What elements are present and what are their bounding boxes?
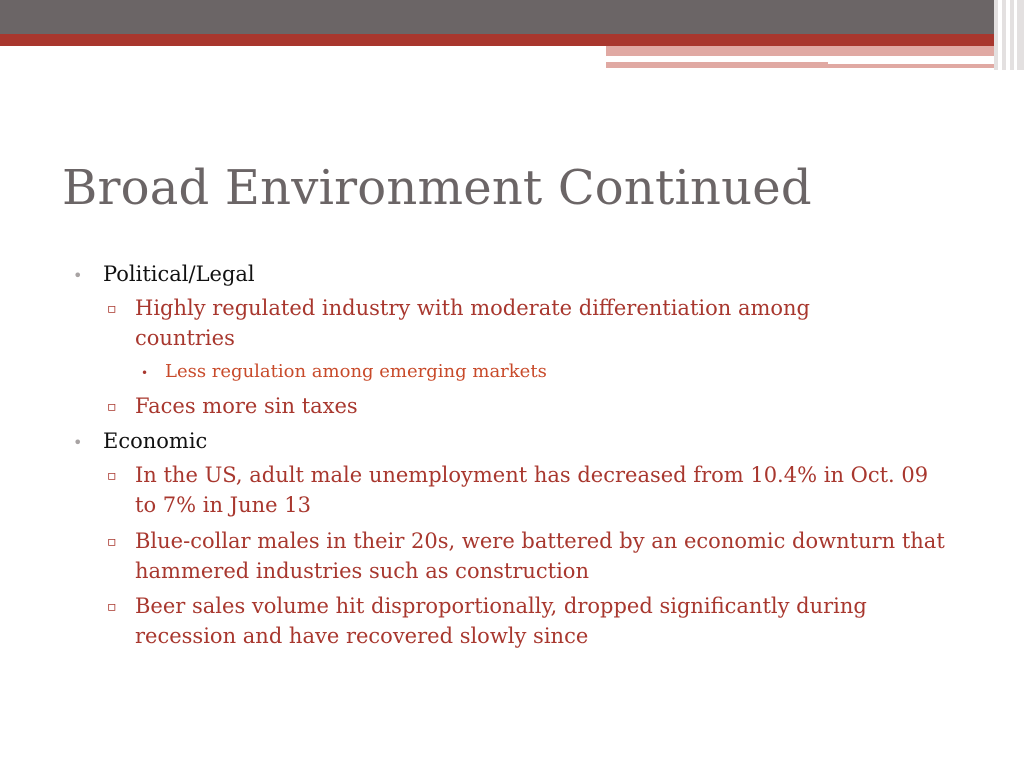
sub-sub-bullet-text: Less regulation among emerging markets [165, 361, 547, 382]
sub-bullet-blue-collar [107, 526, 950, 586]
bullet-text: Political/Legal [103, 262, 255, 286]
sub-bullet-text: Blue-collar males in their 20s, were battered by an economic downturn that hammered industries such as construction [135, 529, 945, 583]
sub-sub-bullet-emerging-markets [141, 359, 925, 385]
slide-title: Broad Environment Continued [62, 160, 812, 216]
sub-bullet-unemployment [107, 460, 950, 520]
sub-bullet-text: Highly regulated industry with moderate differentiation among countries [135, 296, 810, 350]
bullet-political-legal [73, 259, 963, 289]
bullet-marker: • [73, 266, 83, 285]
sub-bullet-text: Faces more sin taxes [135, 394, 358, 418]
sub-bullet-marker: ▫ [107, 534, 117, 550]
sub-bullet-marker: ▫ [107, 301, 117, 317]
sub-bullet-marker: ▫ [107, 399, 117, 415]
sub-bullet-text: Beer sales volume hit disproportionally, dropped significantly during recession and have recovered slowly since [135, 594, 867, 648]
sub-bullet-text: In the US, adult male unemployment has decreased from 10.4% in Oct. 09 to 7% in June 13 [135, 463, 929, 517]
sub-bullet-beer-sales [107, 591, 935, 651]
sub-bullet-marker: ▫ [107, 599, 117, 615]
bullet-economic [73, 426, 963, 456]
sub-sub-bullet-marker: • [141, 366, 149, 380]
bullet-text: Economic [103, 429, 208, 453]
sub-bullet-sin-taxes [107, 391, 895, 421]
bullet-marker: • [73, 433, 83, 452]
sub-bullet-regulated-industry [107, 293, 895, 353]
sub-bullet-marker: ▫ [107, 468, 117, 484]
